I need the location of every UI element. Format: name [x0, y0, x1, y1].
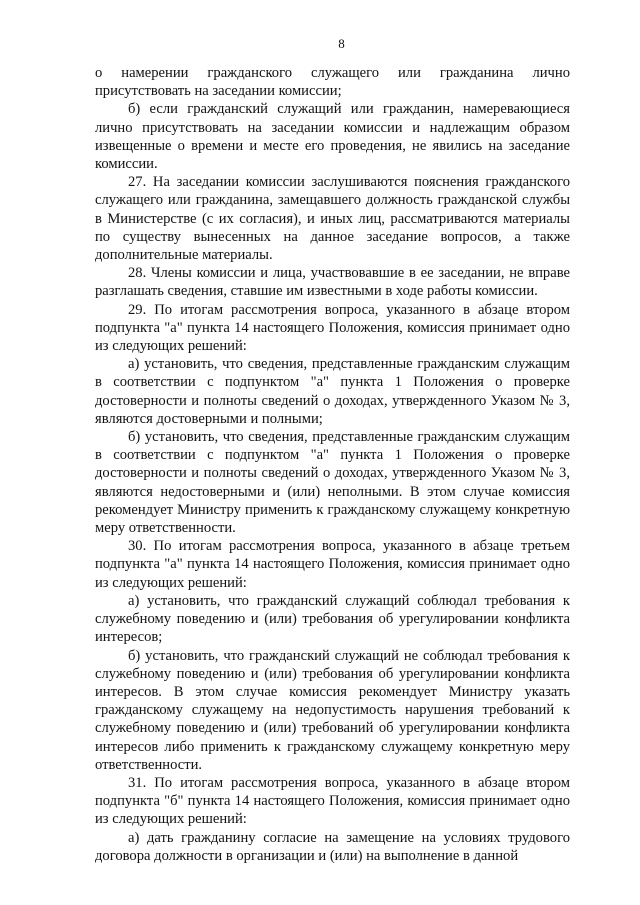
paragraph: 28. Члены комиссии и лица, участвовавшие в ее заседании, не вправе разглашать сведения, ставшие им известными в ходе работы комиссии. — [95, 265, 570, 300]
paragraph: а) установить, что гражданский служащий соблюдал требования к служебному поведению и (или) требования об урегулировании конфликта интересов; — [95, 592, 570, 646]
paragraph: о намерении гражданского служащего или гражданина лично присутствовать на заседании комиссии; — [95, 65, 570, 100]
paragraph: 27. На заседании комиссии заслушиваются пояснения гражданского служащего или гражданина, замещавшего должность гражданской службы в Министерстве (с их согласия), и иных лиц, рассматриваются материалы по существу вынесенных на данное заседание вопросов, а также дополнительные материалы. — [95, 174, 570, 264]
paragraph: б) установить, что сведения, представленные гражданским служащим в соответствии с подпунктом "а" пункта 1 Положения о проверке достоверности и полноты сведений о доходах, утвержденного Указом № 3, являются недостоверными и (или) неполными. В этом случае комиссия рекомендует Министру применить к гражданскому служащему конкретную меру ответственности. — [95, 429, 570, 537]
paragraph: 31. По итогам рассмотрения вопроса, указанного в абзаце втором подпункта "б" пункта 14 настоящего Положения, комиссия принимает одно из следующих решений: — [95, 774, 570, 828]
paragraph: б) установить, что гражданский служащий не соблюдал требования к служебному поведению и (или) требования об урегулировании конфликта интересов. В этом случае комиссия рекомендует Министру указать гражданскому служащему на недопустимость нарушения требований к служебному поведению и (или) требований об урегулировании конфликта интересов либо применить к гражданскому служащему конкретную меру ответственности. — [95, 647, 570, 773]
paragraph: а) дать гражданину согласие на замещение на условиях трудового договора должности в организации и (или) на выполнение в данной — [95, 829, 570, 864]
document-body — [95, 64, 570, 865]
page-number: 8 — [338, 36, 345, 51]
paragraph: а) установить, что сведения, представленные гражданским служащим в соответствии с подпунктом "а" пункта 1 Положения о проверке достоверности и полноты сведений о доходах, утвержденного Указом № 3, являются достоверными и полными; — [95, 356, 570, 427]
paragraph: 29. По итогам рассмотрения вопроса, указанного в абзаце втором подпункта "а" пункта 14 настоящего Положения, комиссия принимает одно из следующих решений: — [95, 301, 570, 355]
paragraph: б) если гражданский служащий или гражданин, намеревающиеся лично присутствовать на заседании комиссии и надлежащим образом извещенные о времени и месте его проведения, не явились на заседание комиссии. — [95, 101, 570, 173]
paragraph: 30. По итогам рассмотрения вопроса, указанного в абзаце третьем подпункта "а" пункта 14 настоящего Положения, комиссия принимает одно из следующих решений: — [95, 538, 570, 591]
